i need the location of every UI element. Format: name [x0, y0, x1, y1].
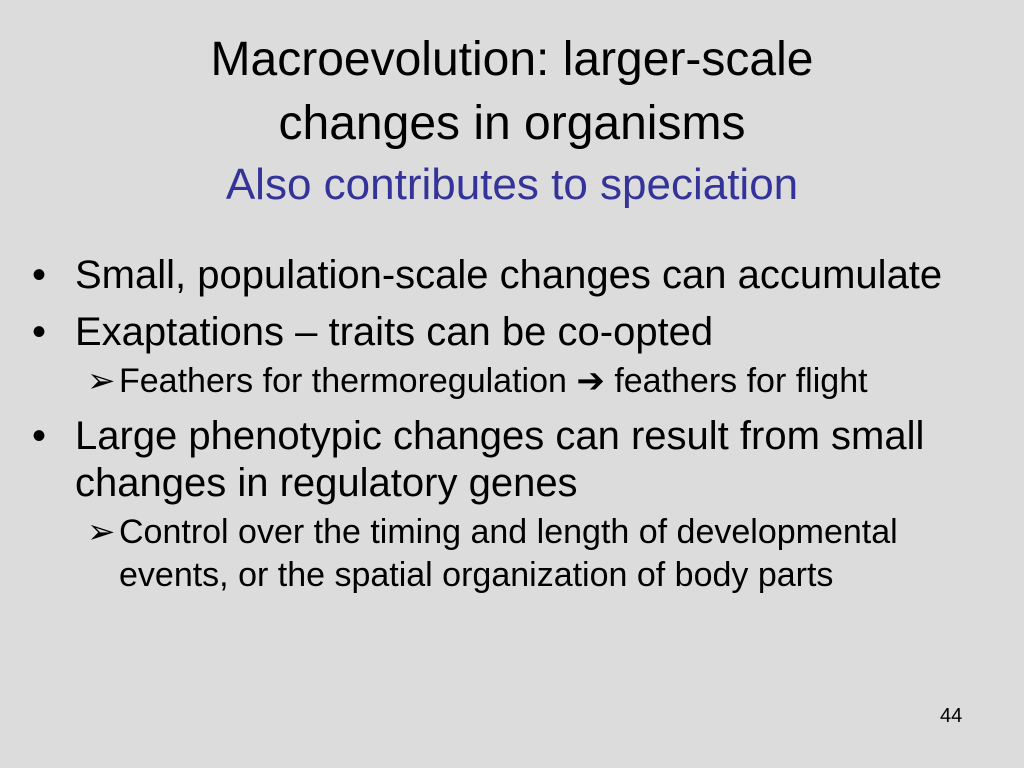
slide-title-line-2: changes in organisms — [278, 97, 746, 150]
bullet-item — [30, 252, 1000, 299]
page-number: 44 — [940, 705, 963, 727]
sub-bullet-item — [30, 511, 1000, 597]
bullet-dot-icon: • — [32, 414, 47, 458]
sub-bullet-text: Control over the timing and length of developmental events, or the spatial organization of body parts — [119, 513, 898, 594]
bullet-text: Exaptations – traits can be co-opted — [75, 310, 714, 354]
slide-subtitle: Also contributes to speciation — [225, 160, 799, 209]
slide-title-line-1: Macroevolution: larger-scale — [210, 33, 814, 86]
bullet-dot-icon: • — [32, 253, 47, 297]
bullet-item — [30, 413, 1000, 507]
right-arrow-icon: ➔ — [576, 362, 605, 400]
bullet-text: Small, population-scale changes can accumulate — [75, 253, 943, 297]
sub-bullet-item — [30, 360, 1000, 403]
bullet-item — [30, 309, 1000, 356]
slide-title-block — [0, 28, 1024, 214]
bullet-text: Large phenotypic changes can result from small changes in regulatory genes — [75, 414, 925, 505]
sub-bullet-text-part2: feathers for flight — [614, 362, 868, 400]
bullet-dot-icon: • — [32, 310, 47, 354]
arrowhead-bullet-icon: ➢ — [87, 362, 116, 400]
bullet-list — [30, 252, 1000, 607]
sub-bullet-text-part1: Feathers for thermoregulation — [119, 362, 567, 400]
arrowhead-bullet-icon: ➢ — [87, 513, 116, 551]
